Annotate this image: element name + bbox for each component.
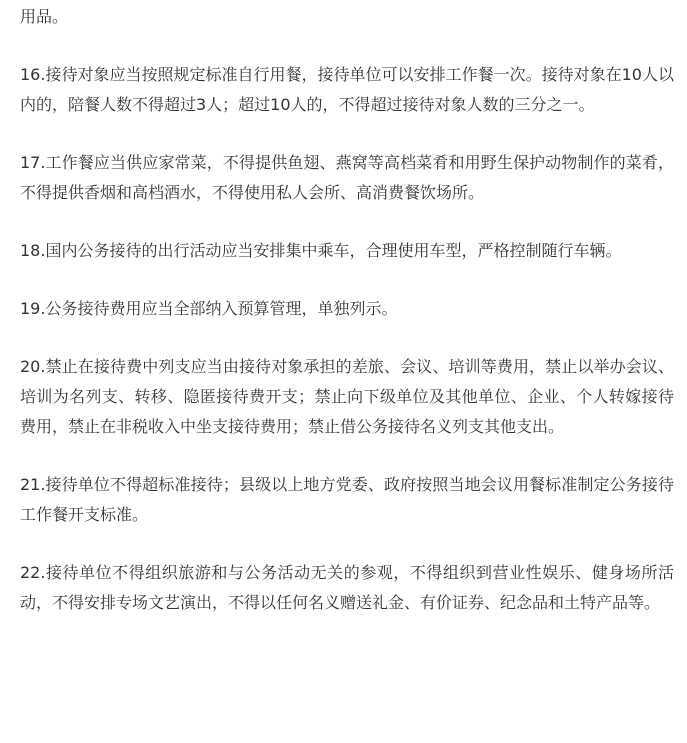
paragraph-item-21: 21.接待单位不得超标准接待；县级以上地方党委、政府按照当地会议用餐标准制定公务接待工作餐开支标准。 [20,475,674,524]
paragraph-item-19: 19.公务接待费用应当全部纳入预算管理，单独列示。 [20,299,398,318]
paragraph-item-20: 20.禁止在接待费中列支应当由接待对象承担的差旅、会议、培训等费用，禁止以举办会议、培训为名列支、转移、隐匿接待费开支；禁止向下级单位及其他单位、企业、个人转嫁接待费用，禁止在非税收入中坐支接待费用；禁止借公务接待名义列支其他支出。 [20,357,674,436]
paragraph-item-17: 17.工作餐应当供应家常菜，不得提供鱼翅、燕窝等高档菜肴和用野生保护动物制作的菜肴，不得提供香烟和高档酒水，不得使用私人会所、高消费餐饮场所。 [20,153,674,202]
paragraph-item-22: 22.接待单位不得组织旅游和与公务活动无关的参观，不得组织到营业性娱乐、健身场所活动，不得安排专场文艺演出，不得以任何名义赠送礼金、有价证券、纪念品和土特产品等。 [20,563,674,612]
paragraph-item-18: 18.国内公务接待的出行活动应当安排集中乘车，合理使用车型，严格控制随行车辆。 [20,241,622,260]
paragraph-item-16: 16.接待对象应当按照规定标准自行用餐，接待单位可以安排工作餐一次。接待对象在10人以内的，陪餐人数不得超过3人；超过10人的，不得超过接待对象人数的三分之一。 [20,65,674,114]
article-body [20,2,674,618]
paragraph-continuation: 用品。 [20,7,69,26]
